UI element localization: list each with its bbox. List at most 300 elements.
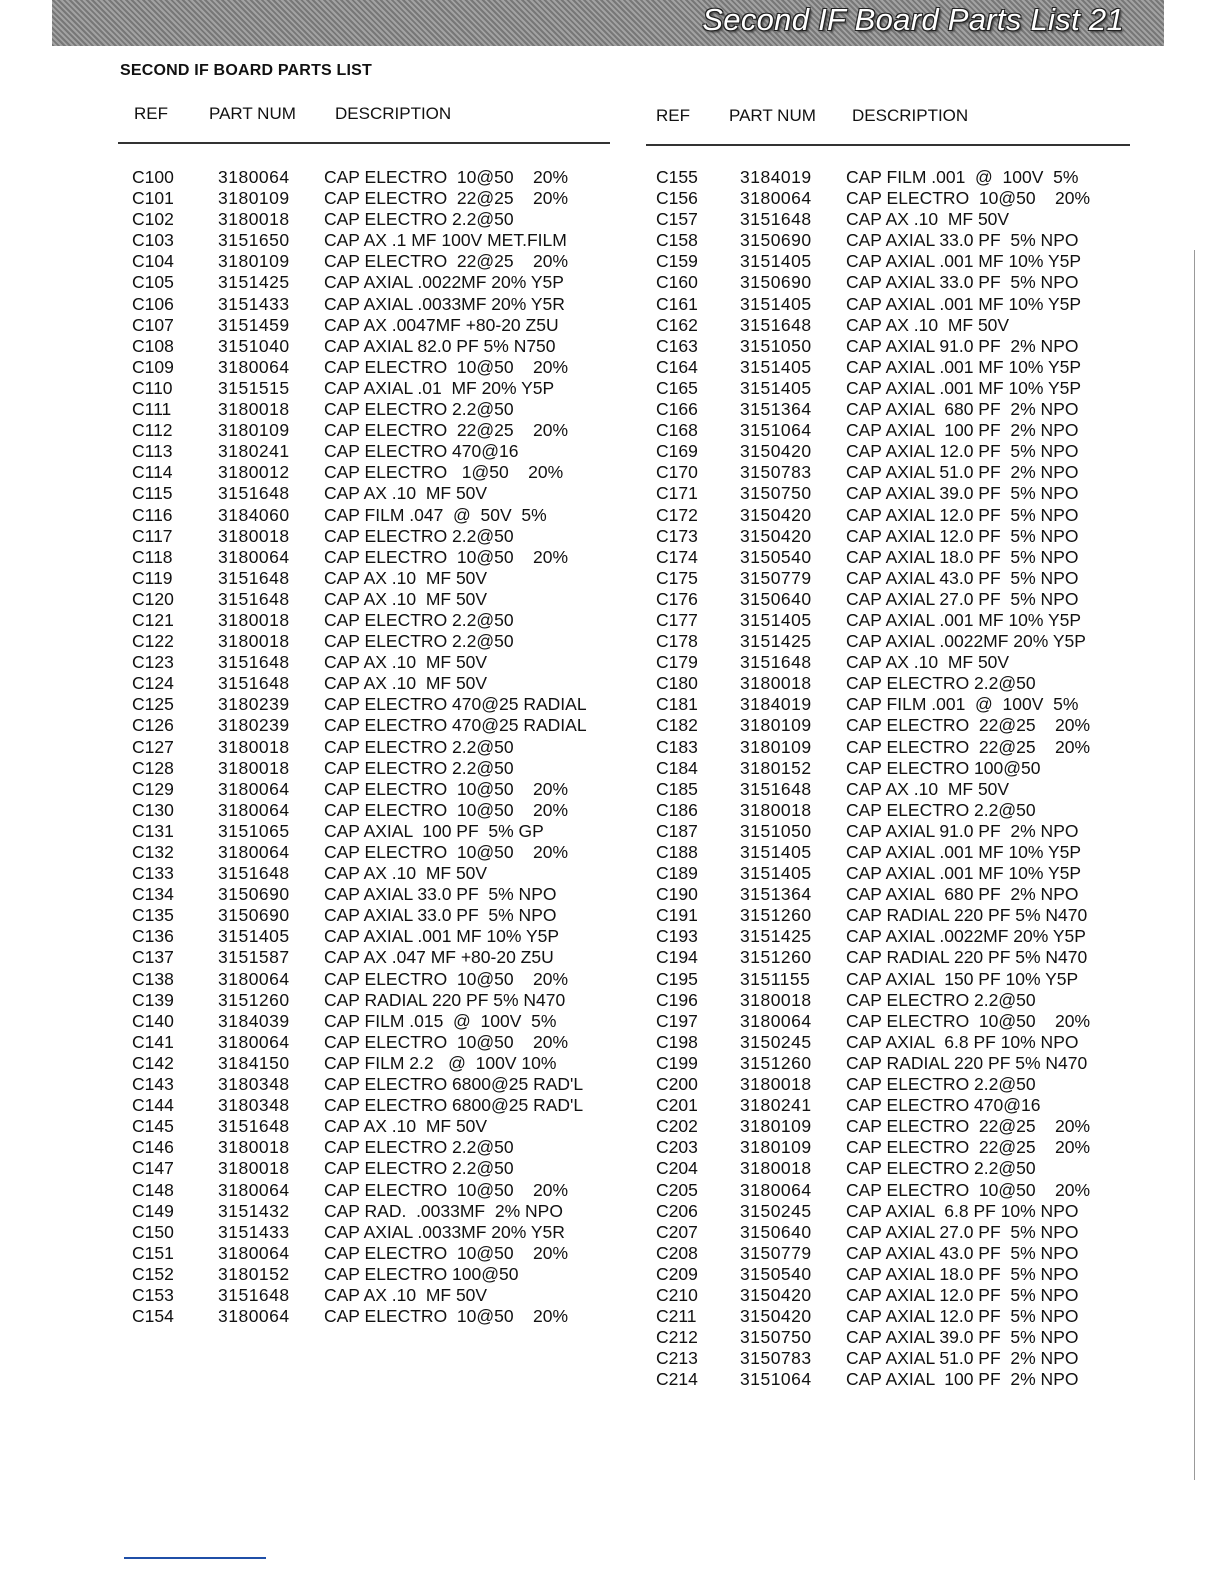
ref-cell: C114 — [132, 462, 173, 483]
description-cell: CAP ELECTRO 100@50 — [324, 1263, 519, 1284]
description-cell: CAP AXIAL .0033MF 20% Y5R — [324, 293, 565, 314]
part-num-cell: 3180018 — [218, 736, 290, 757]
ref-cell: C104 — [132, 251, 174, 272]
table-row — [132, 1222, 612, 1243]
part-num-cell: 3180064 — [218, 799, 290, 820]
table-row — [132, 505, 612, 526]
table-row — [656, 737, 1136, 758]
part-num-cell: 3150640 — [740, 588, 812, 609]
part-num-cell: 3180348 — [218, 1095, 290, 1116]
description-cell: CAP ELECTRO 10@50 20% — [324, 546, 569, 567]
part-num-cell: 3151155 — [740, 968, 811, 989]
part-num-cell: 3180018 — [218, 1137, 290, 1158]
part-num-cell: 3151648 — [218, 1284, 290, 1305]
ref-cell: C135 — [132, 905, 174, 926]
table-row — [656, 800, 1136, 821]
description-cell: CAP AXIAL .001 MF 10% Y5P — [846, 377, 1082, 398]
part-num-cell: 3150779 — [740, 567, 812, 588]
ref-cell: C214 — [656, 1369, 698, 1390]
ref-cell: C106 — [132, 293, 174, 314]
part-num-cell: 3151425 — [740, 631, 812, 652]
description-cell: CAP AXIAL .0022MF 20% Y5P — [846, 631, 1086, 652]
table-row — [132, 1053, 612, 1074]
table-row — [656, 610, 1136, 631]
description-cell: CAP AXIAL 39.0 PF 5% NPO — [846, 1327, 1079, 1348]
part-num-cell: 3151064 — [740, 420, 812, 441]
part-num-cell: 3151050 — [740, 820, 812, 841]
part-num-cell: 3184039 — [218, 1010, 290, 1031]
table-row — [132, 1306, 612, 1327]
ref-cell: C113 — [132, 441, 173, 462]
ref-cell: C179 — [656, 652, 698, 673]
table-row — [132, 1137, 612, 1158]
part-num-cell: 3180064 — [218, 1031, 290, 1052]
ref-cell: C150 — [132, 1221, 174, 1242]
description-cell: CAP ELECTRO 2.2@50 — [324, 399, 514, 420]
margin-line — [1194, 250, 1195, 1480]
ref-cell: C126 — [132, 715, 174, 736]
table-row — [132, 167, 612, 188]
ref-cell: C124 — [132, 673, 174, 694]
part-num-cell: 3150690 — [740, 230, 812, 251]
ref-cell: C193 — [656, 926, 698, 947]
description-cell: CAP ELECTRO 10@50 20% — [324, 356, 569, 377]
ref-cell: C159 — [656, 251, 698, 272]
description-cell: CAP ELECTRO 10@50 20% — [846, 188, 1091, 209]
description-cell: CAP AXIAL .001 MF 10% Y5P — [846, 251, 1082, 272]
part-num-cell: 3150690 — [218, 905, 290, 926]
table-row — [132, 652, 612, 673]
table-row — [132, 1116, 612, 1137]
table-row — [656, 589, 1136, 610]
ref-cell: C202 — [656, 1116, 698, 1137]
part-num-cell: 3180241 — [218, 441, 290, 462]
page-title: SECOND IF BOARD PARTS LIST — [120, 62, 373, 79]
ref-cell: C203 — [656, 1137, 698, 1158]
part-num-cell: 3180064 — [218, 1242, 290, 1263]
ref-cell: C130 — [132, 799, 174, 820]
table-row — [656, 547, 1136, 568]
ref-cell: C120 — [132, 588, 174, 609]
description-cell: CAP ELECTRO 10@50 20% — [324, 968, 569, 989]
table-row — [132, 188, 612, 209]
part-num-cell: 3151648 — [218, 588, 290, 609]
description-cell: CAP ELECTRO 2.2@50 — [846, 1074, 1036, 1095]
part-num-cell: 3180064 — [218, 968, 290, 989]
description-cell: CAP AXIAL .001 MF 10% Y5P — [846, 293, 1082, 314]
ref-cell: C200 — [656, 1074, 698, 1095]
ref-cell: C207 — [656, 1221, 698, 1242]
table-row — [132, 926, 612, 947]
description-cell: CAP AXIAL 33.0 PF 5% NPO — [324, 884, 557, 905]
ref-cell: C122 — [132, 631, 174, 652]
part-num-cell: 3184150 — [218, 1052, 290, 1073]
part-num-cell: 3180239 — [218, 715, 290, 736]
part-num-cell: 3150783 — [740, 462, 812, 483]
description-cell: CAP AX .10 MF 50V — [324, 1116, 488, 1137]
part-num-cell: 3180109 — [740, 1137, 812, 1158]
part-num-cell: 3180109 — [740, 715, 812, 736]
description-cell: CAP ELECTRO 10@50 20% — [324, 167, 569, 187]
part-num-cell: 3180109 — [740, 1116, 812, 1137]
part-num-cell: 3150245 — [740, 1200, 812, 1221]
table-row — [132, 272, 612, 293]
table-row — [132, 1180, 612, 1201]
ref-cell: C188 — [656, 842, 698, 862]
part-num-cell: 3151260 — [740, 905, 812, 926]
table-row — [656, 1306, 1136, 1327]
description-cell: CAP ELECTRO 100@50 — [846, 757, 1041, 778]
ref-cell: C201 — [656, 1095, 698, 1116]
ref-cell: C171 — [656, 483, 698, 504]
table-row — [656, 779, 1136, 800]
table-row — [656, 315, 1136, 336]
table-row — [656, 294, 1136, 315]
ref-cell: C204 — [656, 1158, 698, 1179]
part-num-cell: 3151260 — [740, 947, 812, 968]
table-row — [132, 1074, 612, 1095]
table-row — [132, 1095, 612, 1116]
part-num-cell: 3184019 — [740, 694, 812, 715]
part-num-cell: 3150420 — [740, 441, 812, 462]
ref-cell: C212 — [656, 1327, 698, 1348]
part-num-cell: 3151648 — [218, 673, 290, 694]
ref-cell: C161 — [656, 293, 698, 314]
part-num-cell: 3180109 — [740, 736, 812, 757]
part-num-cell: 3151405 — [740, 609, 812, 630]
description-cell: CAP ELECTRO 10@50 20% — [846, 1010, 1091, 1031]
description-cell: CAP ELECTRO 1@50 20% — [324, 462, 564, 483]
table-row — [656, 420, 1136, 441]
part-num-cell: 3151405 — [218, 926, 290, 947]
table-row — [132, 294, 612, 315]
part-num-cell: 3151260 — [740, 1052, 812, 1073]
table-row — [132, 483, 612, 504]
description-cell: CAP AXIAL 6.8 PF 10% NPO — [846, 1031, 1079, 1052]
ref-cell: C116 — [132, 504, 173, 525]
ref-cell: C123 — [132, 652, 174, 673]
description-cell: CAP ELECTRO 10@50 20% — [846, 1179, 1091, 1200]
table-row — [656, 1243, 1136, 1264]
table-row — [656, 209, 1136, 230]
description-cell: CAP ELECTRO 22@25 20% — [846, 715, 1091, 736]
description-cell: CAP AXIAL 150 PF 10% Y5P — [846, 968, 1079, 989]
table-row — [656, 483, 1136, 504]
table-row — [656, 652, 1136, 673]
parts-list-right — [656, 167, 1136, 1390]
table-row — [656, 505, 1136, 526]
ref-cell: C149 — [132, 1200, 174, 1221]
table-row — [656, 230, 1136, 251]
part-num-cell: 3180018 — [740, 989, 812, 1010]
table-row — [132, 378, 612, 399]
part-num-cell: 3151405 — [740, 863, 812, 884]
description-cell: CAP AXIAL 82.0 PF 5% N750 — [324, 335, 556, 356]
part-num-cell: 3180018 — [740, 673, 812, 694]
ref-cell: C166 — [656, 399, 698, 420]
parts-column-right — [656, 106, 1136, 1390]
table-row — [132, 1158, 612, 1179]
description-cell: CAP AXIAL 6.8 PF 10% NPO — [846, 1200, 1079, 1221]
description-cell: CAP AX .10 MF 50V — [324, 673, 488, 694]
ref-cell: C195 — [656, 968, 698, 989]
part-num-cell: 3180018 — [740, 799, 812, 820]
description-cell: CAP ELECTRO 10@50 20% — [324, 1031, 569, 1052]
table-row — [656, 1180, 1136, 1201]
table-row — [656, 336, 1136, 357]
description-cell: CAP FILM .001 @ 100V 5% — [846, 694, 1079, 715]
header-part-num: PART NUM — [729, 106, 816, 125]
part-num-cell: 3180018 — [218, 209, 290, 230]
ref-cell: C175 — [656, 567, 698, 588]
part-num-cell: 3180241 — [740, 1095, 812, 1116]
description-cell: CAP AXIAL 91.0 PF 2% NPO — [846, 820, 1079, 841]
ref-cell: C153 — [132, 1284, 174, 1305]
table-row — [132, 884, 612, 905]
ref-cell: C151 — [132, 1242, 174, 1263]
table-row — [656, 1348, 1136, 1369]
description-cell: CAP AXIAL 43.0 PF 5% NPO — [846, 1242, 1079, 1263]
ref-cell: C187 — [656, 820, 698, 841]
description-cell: CAP ELECTRO 2.2@50 — [324, 631, 514, 652]
description-cell: CAP ELECTRO 10@50 20% — [324, 1306, 569, 1327]
header-ref: REF — [656, 106, 690, 125]
description-cell: CAP AXIAL 91.0 PF 2% NPO — [846, 335, 1079, 356]
ref-cell: C191 — [656, 905, 698, 926]
table-row — [656, 441, 1136, 462]
table-row — [132, 1011, 612, 1032]
table-row — [656, 969, 1136, 990]
table-row — [132, 1201, 612, 1222]
table-row — [132, 420, 612, 441]
ref-cell: C146 — [132, 1137, 174, 1158]
ref-cell: C125 — [132, 694, 174, 715]
ref-cell: C213 — [656, 1348, 698, 1369]
table-row — [132, 526, 612, 547]
ref-cell: C209 — [656, 1263, 698, 1284]
table-row — [132, 990, 612, 1011]
ref-cell: C174 — [656, 546, 698, 567]
ref-cell: C127 — [132, 736, 174, 757]
ref-cell: C136 — [132, 926, 174, 947]
table-row — [132, 315, 612, 336]
part-num-cell: 3151650 — [218, 230, 290, 251]
description-cell: CAP ELECTRO 10@50 20% — [324, 1179, 569, 1200]
description-cell: CAP AXIAL .001 MF 10% Y5P — [846, 609, 1082, 630]
part-num-cell: 3184019 — [740, 167, 812, 187]
description-cell: CAP FILM .001 @ 100V 5% — [846, 167, 1079, 187]
part-num-cell: 3180018 — [740, 1158, 812, 1179]
description-cell: CAP RAD. .0033MF 2% NPO — [324, 1200, 563, 1221]
description-cell: CAP AXIAL 51.0 PF 2% NPO — [846, 1348, 1079, 1369]
table-row — [132, 1032, 612, 1053]
ref-cell: C145 — [132, 1116, 174, 1137]
ref-cell: C137 — [132, 947, 174, 968]
description-cell: CAP AXIAL .01 MF 20% Y5P — [324, 377, 555, 398]
part-num-cell: 3150420 — [740, 1284, 812, 1305]
ref-cell: C101 — [132, 188, 174, 209]
description-cell: CAP AXIAL 100 PF 5% GP — [324, 820, 544, 841]
description-cell: CAP ELECTRO 2.2@50 — [846, 1158, 1036, 1179]
description-cell: CAP AXIAL 18.0 PF 5% NPO — [846, 546, 1079, 567]
ref-cell: C190 — [656, 884, 698, 905]
part-num-cell: 3180018 — [218, 631, 290, 652]
ref-cell: C185 — [656, 778, 698, 799]
part-num-cell: 3151405 — [740, 356, 812, 377]
header-divider — [646, 144, 1130, 146]
column-header — [656, 106, 1136, 128]
ref-cell: C197 — [656, 1010, 698, 1031]
description-cell: CAP AXIAL .0033MF 20% Y5R — [324, 1221, 565, 1242]
ref-cell: C133 — [132, 863, 174, 884]
ref-cell: C172 — [656, 504, 698, 525]
table-row — [656, 990, 1136, 1011]
description-cell: CAP ELECTRO 2.2@50 — [324, 1137, 514, 1158]
description-cell: CAP FILM .047 @ 50V 5% — [324, 504, 547, 525]
table-row — [132, 589, 612, 610]
table-row — [132, 758, 612, 779]
table-row — [132, 715, 612, 736]
table-row — [132, 441, 612, 462]
table-row — [132, 821, 612, 842]
part-num-cell: 3180018 — [218, 1158, 290, 1179]
part-num-cell: 3151515 — [218, 377, 290, 398]
part-num-cell: 3151050 — [740, 335, 812, 356]
part-num-cell: 3151040 — [218, 335, 290, 356]
part-num-cell: 3180064 — [218, 167, 290, 187]
part-num-cell: 3180064 — [218, 1306, 290, 1327]
description-cell: CAP ELECTRO 10@50 20% — [324, 778, 569, 799]
part-num-cell: 3151260 — [218, 989, 290, 1010]
table-row — [132, 399, 612, 420]
part-num-cell: 3151064 — [740, 1369, 812, 1390]
description-cell: CAP ELECTRO 2.2@50 — [324, 525, 514, 546]
part-num-cell: 3151405 — [740, 293, 812, 314]
part-num-cell: 3150420 — [740, 504, 812, 525]
ref-cell: C141 — [132, 1031, 174, 1052]
ref-cell: C140 — [132, 1010, 174, 1031]
ref-cell: C156 — [656, 188, 698, 209]
part-num-cell: 3150245 — [740, 1031, 812, 1052]
description-cell: CAP ELECTRO 22@25 20% — [324, 420, 569, 441]
ref-cell: C155 — [656, 167, 698, 187]
description-cell: CAP AXIAL 43.0 PF 5% NPO — [846, 567, 1079, 588]
table-row — [656, 1264, 1136, 1285]
ref-cell: C205 — [656, 1179, 698, 1200]
header-divider — [118, 142, 610, 144]
part-num-cell: 3150690 — [218, 884, 290, 905]
part-num-cell: 3184060 — [218, 504, 290, 525]
header-ref: REF — [134, 104, 168, 123]
part-num-cell: 3151405 — [740, 842, 812, 862]
table-row — [656, 842, 1136, 863]
table-row — [656, 1222, 1136, 1243]
description-cell: CAP FILM .015 @ 100V 5% — [324, 1010, 557, 1031]
table-row — [132, 336, 612, 357]
ref-cell: C163 — [656, 335, 698, 356]
part-num-cell: 3180064 — [218, 778, 290, 799]
table-row — [656, 1369, 1136, 1390]
description-cell: CAP ELECTRO 2.2@50 — [324, 736, 514, 757]
part-num-cell: 3180018 — [740, 1074, 812, 1095]
description-cell: CAP ELECTRO 470@16 — [324, 441, 519, 462]
description-cell: CAP ELECTRO 10@50 20% — [324, 842, 569, 862]
ref-cell: C178 — [656, 631, 698, 652]
description-cell: CAP AXIAL 18.0 PF 5% NPO — [846, 1263, 1079, 1284]
table-row — [656, 673, 1136, 694]
description-cell: CAP AXIAL 100 PF 2% NPO — [846, 1369, 1079, 1390]
part-num-cell: 3150420 — [740, 525, 812, 546]
table-row — [656, 863, 1136, 884]
ref-cell: C139 — [132, 989, 174, 1010]
description-cell: CAP ELECTRO 2.2@50 — [324, 609, 514, 630]
ref-cell: C177 — [656, 609, 698, 630]
part-num-cell: 3151459 — [218, 314, 290, 335]
ref-cell: C115 — [132, 483, 173, 504]
part-num-cell: 3180239 — [218, 694, 290, 715]
table-row — [132, 737, 612, 758]
table-row — [656, 1158, 1136, 1179]
part-num-cell: 3151587 — [218, 947, 290, 968]
part-num-cell: 3150783 — [740, 1348, 812, 1369]
table-row — [132, 1285, 612, 1306]
ref-cell: C173 — [656, 525, 698, 546]
description-cell: CAP AXIAL .0022MF 20% Y5P — [846, 926, 1086, 947]
ref-cell: C199 — [656, 1052, 698, 1073]
table-row — [656, 188, 1136, 209]
table-row — [132, 230, 612, 251]
ref-cell: C196 — [656, 989, 698, 1010]
description-cell: CAP ELECTRO 22@25 20% — [846, 1116, 1091, 1137]
ref-cell: C105 — [132, 272, 174, 293]
table-row — [132, 251, 612, 272]
ref-cell: C168 — [656, 420, 698, 441]
table-row — [656, 631, 1136, 652]
ref-cell: C184 — [656, 757, 698, 778]
description-cell: CAP AXIAL .001 MF 10% Y5P — [846, 842, 1082, 862]
ref-cell: C132 — [132, 842, 174, 862]
ref-cell: C102 — [132, 209, 174, 230]
ref-cell: C206 — [656, 1200, 698, 1221]
part-num-cell: 3151648 — [218, 863, 290, 884]
description-cell: CAP ELECTRO 2.2@50 — [846, 673, 1036, 694]
table-row — [656, 1201, 1136, 1222]
description-cell: CAP AX .10 MF 50V — [324, 652, 488, 673]
ref-cell: C194 — [656, 947, 698, 968]
table-row — [132, 673, 612, 694]
description-cell: CAP AX .10 MF 50V — [846, 778, 1010, 799]
description-cell: CAP AXIAL 51.0 PF 2% NPO — [846, 462, 1079, 483]
table-row — [656, 462, 1136, 483]
ref-cell: C111 — [132, 399, 172, 420]
part-num-cell: 3151648 — [740, 314, 812, 335]
ref-cell: C143 — [132, 1074, 174, 1095]
ref-cell: C138 — [132, 968, 174, 989]
part-num-cell: 3150420 — [740, 1306, 812, 1327]
table-row — [132, 800, 612, 821]
ref-cell: C189 — [656, 863, 698, 884]
description-cell: CAP AX .1 MF 100V MET.FILM — [324, 230, 567, 251]
part-num-cell: 3151648 — [218, 652, 290, 673]
part-num-cell: 3151364 — [740, 884, 812, 905]
description-cell: CAP AX .10 MF 50V — [846, 209, 1010, 230]
table-row — [656, 947, 1136, 968]
part-num-cell: 3151364 — [740, 399, 812, 420]
table-row — [656, 758, 1136, 779]
description-cell: CAP AXIAL .001 MF 10% Y5P — [846, 863, 1082, 884]
table-row — [132, 209, 612, 230]
description-cell: CAP RADIAL 220 PF 5% N470 — [846, 905, 1088, 926]
